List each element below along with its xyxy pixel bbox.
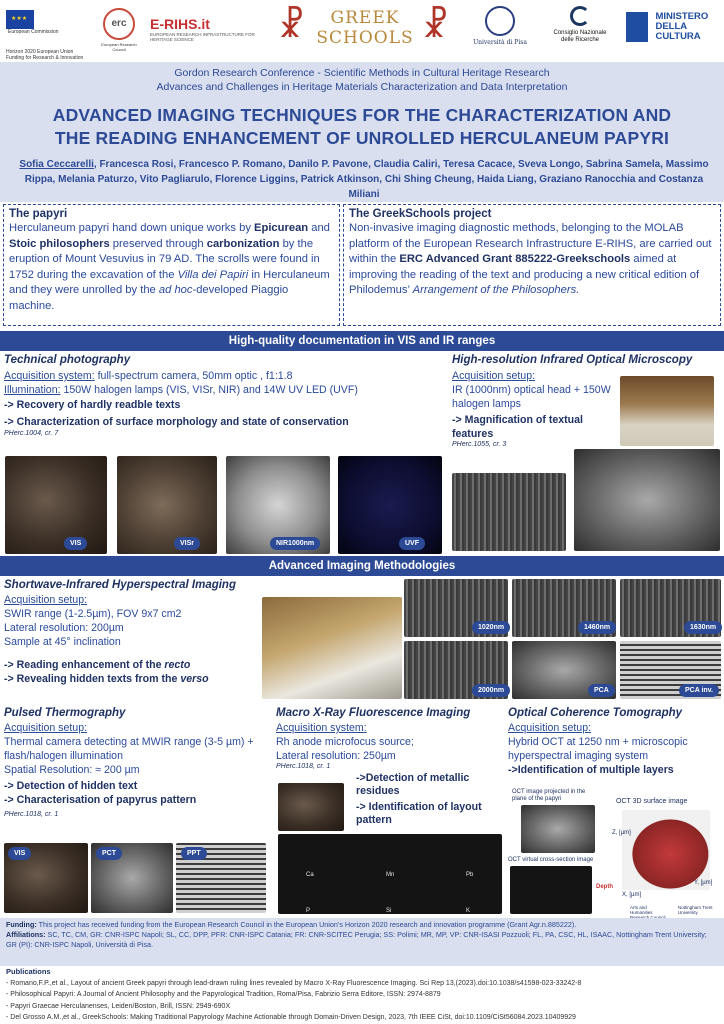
publication-3: - Papyri Graecae Herculanenses, Leiden/Boston, Brill, ISSN: 2949-690X [6, 1002, 231, 1010]
greekschools-wordmark [311, 8, 419, 48]
papyri-title: The papyri [9, 208, 68, 220]
conference-info [0, 66, 724, 94]
oct-depth-label: Depth [596, 884, 613, 890]
papyri-i2: ad hoc [158, 284, 193, 296]
publications [6, 966, 718, 1024]
publication-2: - Philosophical Papyri: A Journal of Ancient Philosophy and the Papyrological Tradition, Roma/Pisa, Fabrizio Serra Editore, ISSN: 2974-8879 [6, 991, 441, 998]
library-room-photo [620, 376, 714, 446]
thermo-bullet1: -> Detection of hidden text [4, 780, 138, 792]
oct-panel [508, 707, 722, 777]
swir-l1: SWIR range (1-2.5µm), FOV 9x7 cm2 [4, 608, 182, 620]
swir-l3: Sample at 45° inclination [4, 636, 121, 648]
chi-rho-icon: ☧ [278, 6, 305, 46]
tag-1020nm: 1020nm [472, 621, 510, 634]
tag-vis: VIS [64, 537, 87, 550]
oct-3d-surface [622, 810, 713, 890]
swir-panel [4, 579, 260, 686]
mic-logo [626, 12, 720, 42]
papyri-t3: preserved through [109, 237, 207, 250]
eu-logo-name: European Commission [8, 29, 59, 35]
oct-cap2: OCT 3D surface image [616, 798, 688, 805]
funding-line [6, 920, 718, 930]
greekschools-box-text [349, 221, 715, 299]
oct-cap1: OCT image projected in the plane of the papyri [512, 789, 586, 802]
thermography-panel [4, 707, 266, 818]
swir-bullet2b: verso [180, 673, 209, 685]
tag-1460nm: 1460nm [578, 621, 616, 634]
tag-uvf: UVF [399, 537, 425, 550]
tag-thermo-ppt: PPT [181, 847, 207, 860]
section-banner-vis-ir: High-quality documentation in VIS and IR ranges [0, 331, 724, 351]
mic-line2: DELLA [655, 21, 688, 32]
swir-bullet2 [4, 672, 260, 686]
mic-mark-icon [626, 12, 648, 42]
papyri-b3: carbonization [206, 237, 280, 250]
swir-acq-label-text: Acquisition setup: [4, 594, 88, 606]
cnr-line2: delle Ricerche [560, 37, 600, 43]
erc-sub: European Research Council [101, 42, 137, 52]
eu-logo [6, 10, 92, 61]
conference-line1: Gordon Research Conference - Scientific Methods in Cultural Heritage Research [174, 67, 550, 79]
oct-axis-z: Z, [µm] [612, 830, 631, 836]
swir-title: Shortwave-Infrared Hyperspectral Imaging [4, 579, 236, 591]
hrir-acq-text: IR (1000nm) optical head + 150W halogen lamps [452, 384, 611, 410]
oct-cross-section [510, 866, 592, 914]
techphoto-acq-label: Acquisition system: [4, 370, 95, 382]
techphoto-acq [4, 369, 444, 383]
techphoto-bullet1: -> Recovery of hardly readble texts [4, 399, 181, 411]
conference-line2: Advances and Challenges in Heritage Materials Characterization and Data Interpretation [156, 81, 568, 93]
pisa-logo [462, 6, 538, 46]
visr-photo [117, 456, 217, 554]
erihs-sub: EUROPEAN RESEARCH INFRASTRUCTURE FOR HERITAGE SCIENCE [150, 32, 255, 42]
partner-ahrc-logo: Arts and Humanities [630, 905, 653, 915]
papyri-t5: in Herculaneum and they were unrolled by the [9, 268, 330, 296]
gs-line1: GREEK [330, 8, 400, 28]
oct-axis-x: X, [µm] [622, 892, 642, 898]
hrir-detail-photo [452, 473, 566, 551]
xrf-p: P [306, 908, 311, 914]
title-line2: THE READING ENHANCEMENT OF UNROLLED HERCULANEUM PAPYRI [54, 128, 670, 148]
xrf-acq-label-text: Acquisition system: [276, 722, 367, 734]
hrir-title: High-resolution Infrared Optical Microscopy [452, 354, 693, 366]
oct-cap3: OCT virtual cross-section image [508, 857, 594, 863]
oct-l1: Hybrid OCT at 1250 nm + microscopic hyperspectral imaging system [508, 736, 688, 762]
author-list [8, 157, 720, 202]
techphoto-ref: PHerc.1004, cr. 7 [4, 430, 59, 437]
funding-text: This project has received funding from the European Research Council in the European Union’s Horizon 2020 research and innovation programme (Grant Agr.n.885222). [36, 920, 577, 929]
xrf-papyrus-photo [278, 783, 344, 831]
papyri-i1: Villa dei Papiri [177, 268, 249, 281]
mic-wordmark [655, 12, 708, 42]
hrir-ref: PHerc.1055, cr. 3 [452, 441, 507, 448]
affiliations-text: SC, TC, CM, GR: CNR-ISPC Napoli; SL, CC, DPP, PFR: CNR-ISPC Catania; FR: CNR-SCITEC Perugia; SS: Polimi; MR, MP, VP: CNR-ISASI Pozzuoli; FL, PA, CSC, HL, ISAAC, Nottingham Trent University; GR (PI): CNR-ISPC Napoli, Università di Pisa. [6, 930, 707, 949]
swir-setup-photo [262, 597, 402, 699]
gs-b1: ERC Advanced Grant 885222-Greekschools [399, 253, 631, 265]
xrf-ca: Ca [306, 872, 314, 878]
xrf-pb: Pb [466, 872, 474, 878]
hrir-fragment-photo [574, 449, 720, 551]
oct-bullet1: ->Identification of multiple layers [508, 764, 674, 776]
papyri-t1: Herculaneum papyri hand down unique works by [9, 222, 255, 234]
tag-2000nm: 2000nm [472, 684, 510, 697]
eu-logo-sub: Horizon 2020 European Union Funding for Research & Innovation [6, 49, 84, 61]
papyri-b1: Epicurean [254, 222, 309, 234]
swir-acq-label [4, 593, 260, 607]
xrf-mn: Mn [386, 872, 395, 878]
swir-bullet1a: -> Reading enhancement of the [4, 659, 165, 671]
cnr-logo [542, 6, 618, 44]
greekschools-logo [276, 4, 454, 56]
cnr-line1: Consiglio Nazionale [553, 30, 607, 36]
erc-logo [94, 8, 144, 52]
logo-strip [0, 0, 724, 62]
gs-t1: Non-invasive imaging diagnostic methods, belonging to the MOLAB platform of the European Research Infrastructure E-RIHS, are carried out within the [349, 222, 712, 265]
publications-title: Publications [6, 967, 51, 976]
first-author: Sofia Ceccarelli [19, 159, 94, 170]
uvf-photo [338, 456, 442, 554]
tag-nir: NIR1000nm [270, 537, 320, 550]
techphoto-ill-text: 150W halogen lamps (VIS, VISr, NIR) and 14W UV LED (UVF) [60, 384, 358, 396]
gs-t2: aimed at improving the reading of the text and producing a new critical edition of Philodemus’ [349, 253, 700, 296]
thermo-acq-label [4, 721, 266, 735]
techphoto-ill-label: Illumination: [4, 384, 61, 396]
tag-thermo-pct: PCT [96, 847, 122, 860]
affiliations-line [6, 930, 718, 950]
tag-pca: PCA [588, 684, 615, 697]
erihs-logo [150, 16, 274, 42]
thermo-l2: Spatial Resolution: ≈ 200 µm [4, 764, 140, 776]
greekschools-box [343, 204, 721, 326]
thermo-acq-label-text: Acquisition setup: [4, 722, 88, 734]
xrf-bullet2: -> Identification of layout pattern [356, 801, 482, 826]
partner-ntu-logo: Nottingham Trent University [678, 905, 713, 915]
funding-affiliations [0, 918, 724, 966]
hrir-bullet1: -> Magnification of textual features [452, 414, 583, 440]
xrf-bullet1: ->Detection of metallic residues [356, 772, 470, 797]
xrf-title: Macro X-Ray Fluorescence Imaging [276, 707, 471, 719]
xrf-l2: Lateral resolution: 250µm [276, 750, 396, 762]
papyri-t4: by the eruption of Mount Vesuvius in 79 AD. The scrolls were found in 1752 during the excavation of the [9, 237, 320, 281]
papyri-t2: and [308, 222, 330, 234]
publication-4: - Del Grosso A.M.,et al., GreekSchools: Making Traditional Papyrology Machine Actionable through Domain-Driven Design, 2023, 7th IEEE CiSt, doi:10.1109/CiSt56084.2023.10409929 [6, 1014, 576, 1021]
mic-line3: CULTURA [655, 31, 701, 42]
poster-title [20, 104, 704, 150]
papyri-text [9, 221, 334, 314]
xrf-acq-label [276, 721, 502, 735]
techphoto-ill [4, 383, 444, 397]
greekschools-box-title: The GreekSchools project [349, 208, 492, 220]
papyri-t6: -developed Piaggio machine. [9, 284, 289, 312]
xrf-panel [276, 707, 502, 770]
papyri-box [3, 204, 340, 326]
oct-title: Optical Coherence Tomography [508, 707, 683, 719]
mic-line1: MINISTERO [655, 11, 709, 22]
vis-photo [5, 456, 107, 554]
techphoto-bullet2: -> Characterization of surface morphology and state of conservation [4, 416, 349, 428]
thermo-l1: Thermal camera detecting at MWIR range (3-5 µm) + flash/halogen illumination [4, 736, 254, 762]
swir-bullet2a: -> Revealing hidden texts from the [4, 673, 181, 685]
pisa-seal-icon [485, 6, 515, 36]
thermo-ref: PHerc.1018, cr. 1 [4, 811, 59, 818]
oct-axis-y: Y, [µm] [694, 880, 713, 886]
oct-acq-label [508, 721, 722, 735]
eu-flag-icon [6, 10, 34, 29]
xrf-ref: PHerc.1018, cr. 1 [276, 763, 331, 770]
title-line1: ADVANCED IMAGING TECHNIQUES FOR THE CHARACTERIZATION AND [52, 105, 672, 125]
xrf-l1: Rh anode microfocus source; [276, 736, 414, 748]
swir-l2: Lateral resolution: 200µm [4, 622, 124, 634]
other-authors: , Francesca Rosi, Francesco P. Romano, Danilo P. Pavone, Claudia Caliri, Teresa Cacace, Sveva Longo, Sabrina Samela, Massimo Rippa, Melania Paturzo, Vito Pagliarulo, Florence Liggins, Patrick Atkinson, Chi Shing Cheung, Haida Liang, Graziano Ranocchia and Costanza Miliani [24, 159, 709, 200]
cnr-mark-icon [570, 6, 590, 26]
tag-visr: VISr [174, 537, 200, 550]
erihs-title: E-RIHS.it [150, 16, 210, 32]
tag-thermo-vis: VIS [8, 847, 31, 860]
erc-mark: erc [103, 8, 135, 40]
technical-photography-panel [4, 354, 444, 437]
section-banner-advanced: Advanced Imaging Methodologies [0, 556, 724, 576]
swir-bullet1 [4, 658, 260, 672]
publication-1: - Romano,F.P.,et al., Layout of ancient Greek papyri through lead-drawn ruling lines revealed by Macro X-Ray Fluorescence Imaging. Sci Rep 13,(2023).doi:10.1038/s41598-023-33242-8 [6, 979, 582, 987]
xrf-k: K [466, 908, 471, 914]
tag-1630nm: 1630nm [684, 621, 722, 634]
pisa-name: Università di Pisa [473, 39, 527, 46]
xrf-si: Si [386, 908, 392, 914]
funding-label: Funding: [6, 920, 37, 929]
swir-bullet1b: recto [164, 659, 191, 671]
papyri-b2: Stoic philosophers [9, 237, 110, 250]
gs-line2: SCHOOLS [316, 28, 414, 48]
chi-rho-icon: ☧ [422, 6, 449, 46]
affiliations-label: Affiliations: [6, 930, 46, 939]
gs-i1: Arrangement of the Philosophers. [412, 284, 580, 296]
techphoto-acq-text: full-spectrum camera, 50mm optic , f1:1.8 [94, 370, 293, 382]
thermo-bullet2: -> Characterisation of papyrus pattern [4, 794, 197, 806]
thermo-title: Pulsed Thermography [4, 707, 126, 719]
tag-pca-inv: PCA inv. [679, 684, 719, 697]
techphoto-title: Technical photography [4, 354, 131, 366]
oct-plane-image [521, 805, 595, 853]
hrir-acq-label-text: Acquisition setup: [452, 370, 536, 382]
oct-acq-label-text: Acquisition setup: [508, 722, 592, 734]
